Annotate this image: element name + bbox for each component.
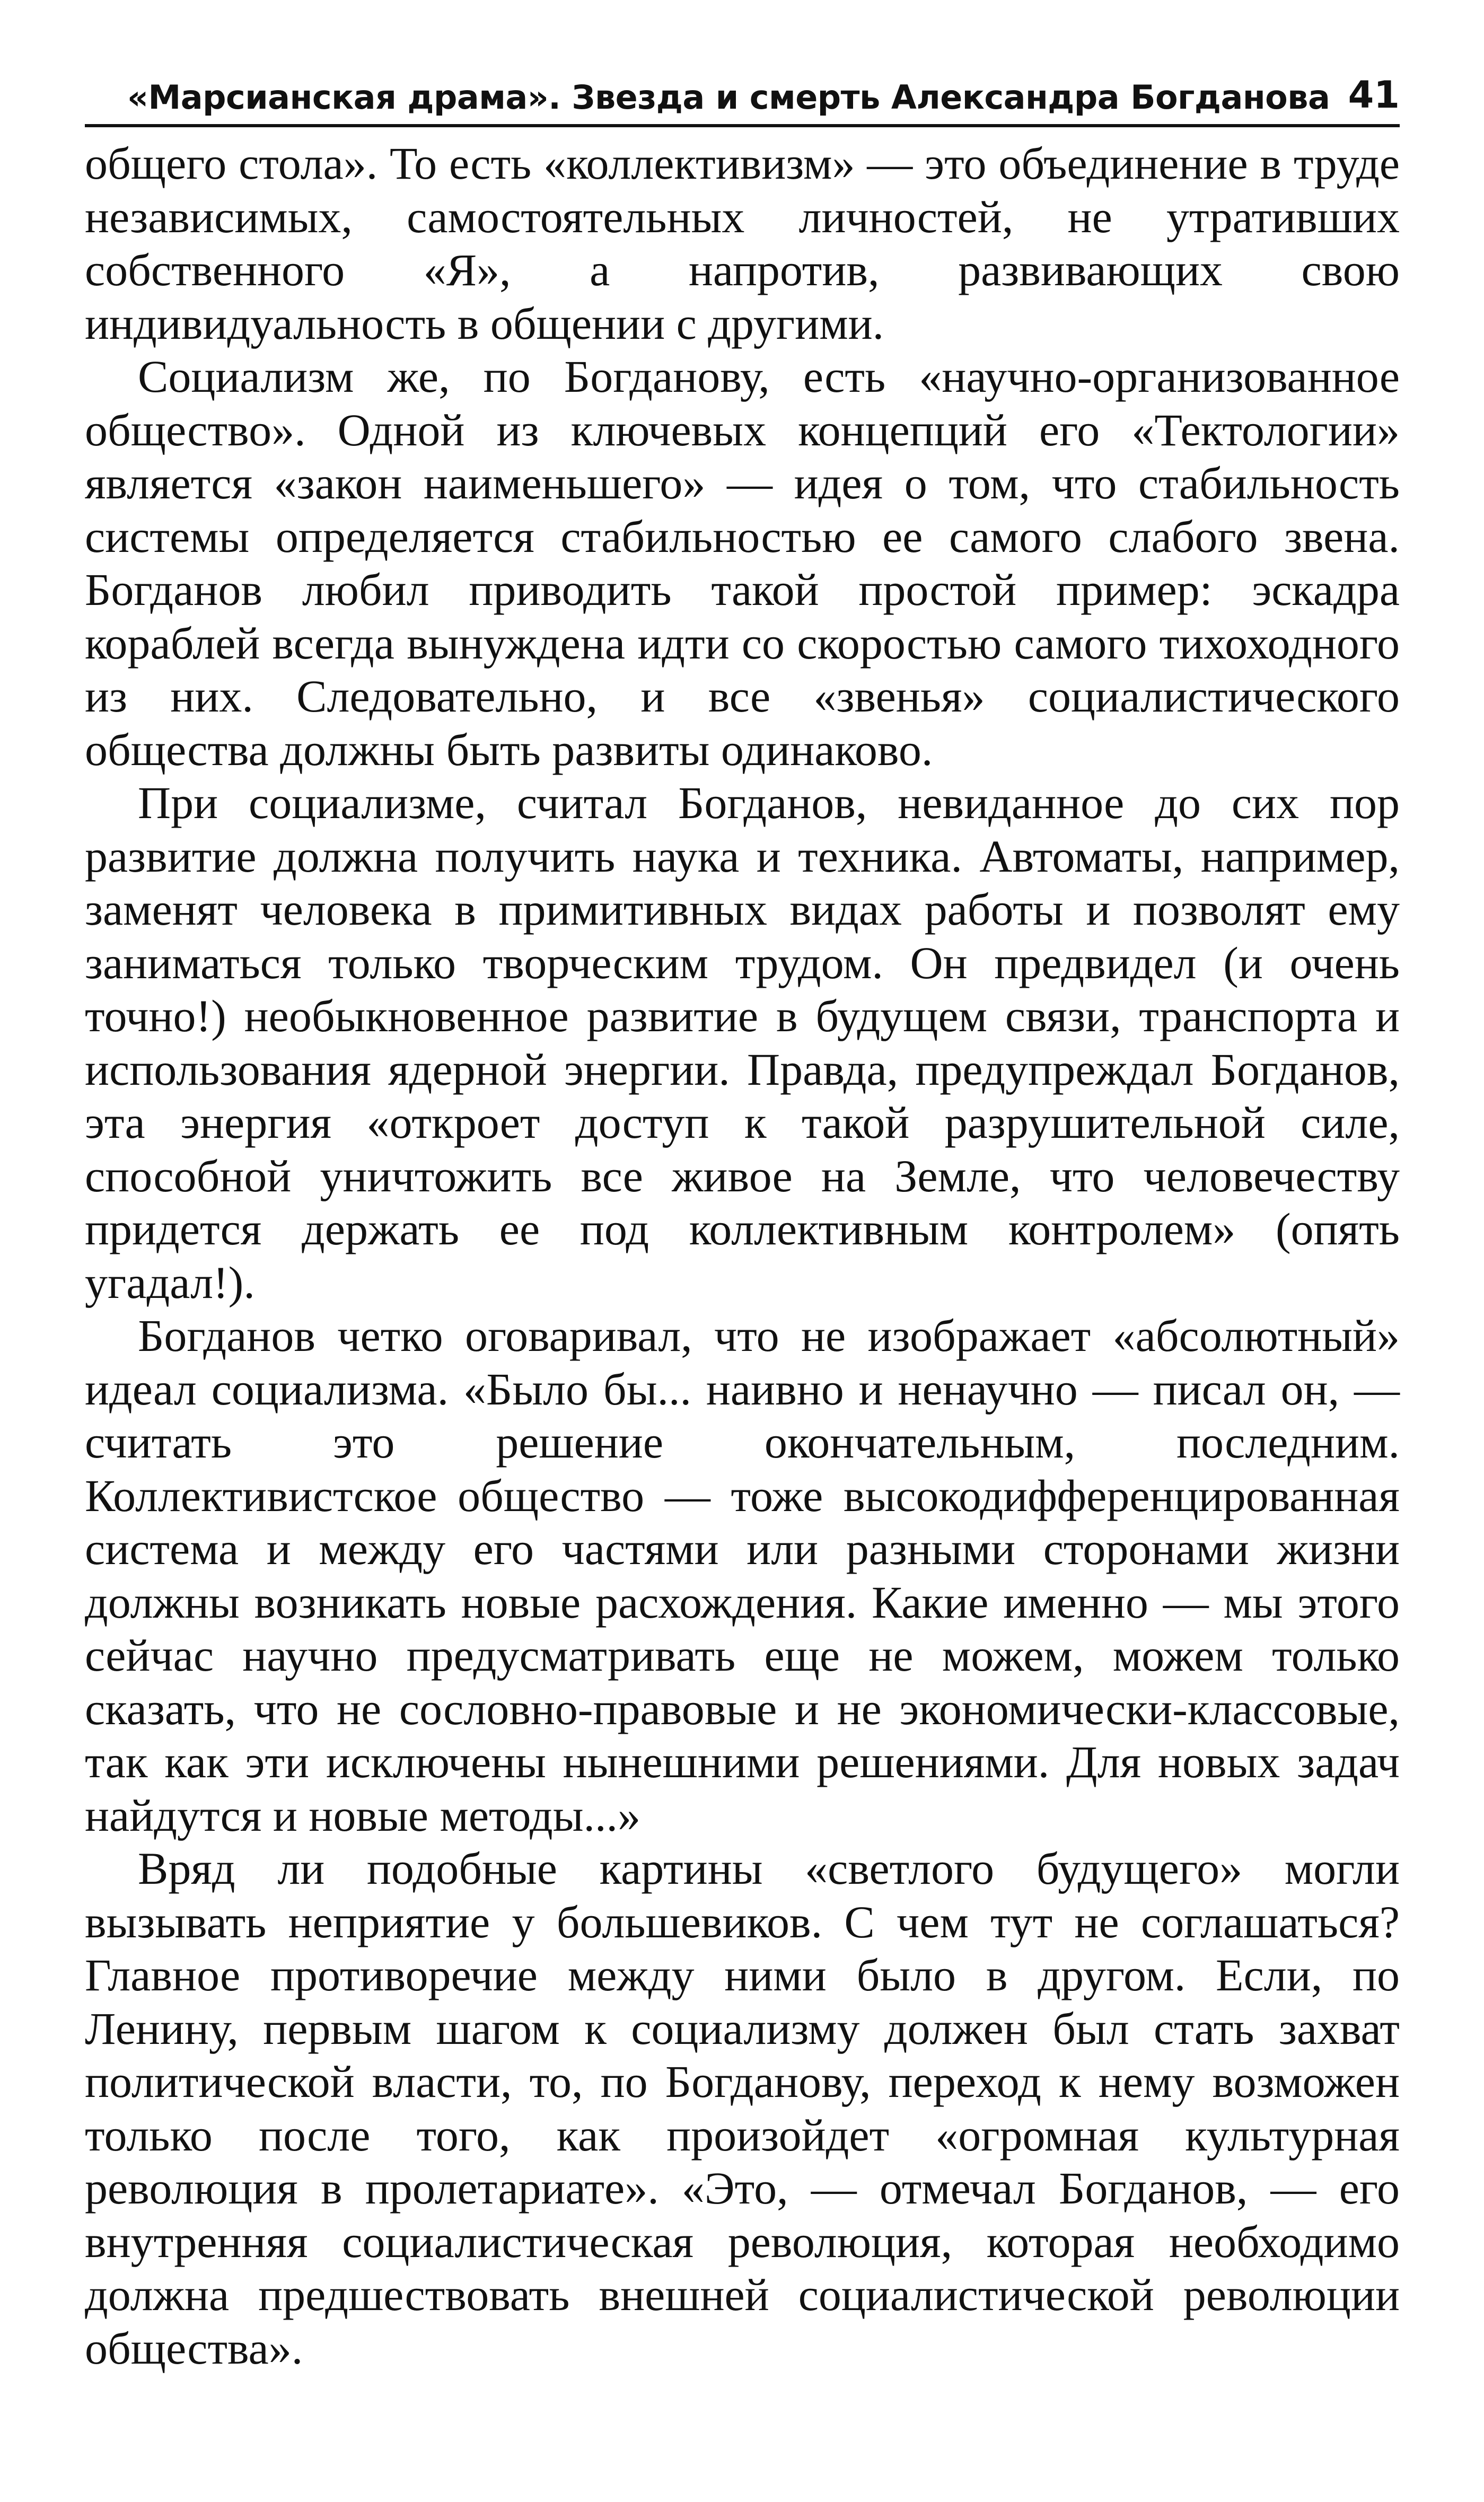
body-text — [85, 137, 1400, 2375]
paragraph-4: Богданов четко оговаривал, что не изображает «абсолютный» идеал социализма. «Было бы... наивно и ненаучно — писал он, — считать это решение окончательным, последним. Коллективистское общество — тоже высокодифференцированная система и между его частями или разными сторонами жизни должны возникать новые расхождения. Какие именно — мы этого сейчас научно предусматривать еще не можем, можем только сказать, что не сословно-правовые и не экономически-классовые, так как эти исключены нынешними решениями. Для новых задач найдутся и новые методы...» — [85, 1310, 1400, 1841]
paragraph-1: общего стола». То есть «коллективизм» — это объединение в труде независимых, самостоятельных личностей, не утративших собственного «Я», а напротив, развивающих свою индивидуальность в общении с другими. — [85, 138, 1400, 349]
paragraph-5: Вряд ли подобные картины «светлого будущего» могли вызывать неприятие у большевиков. С чем тут не соглашаться? Главное противоречие между ними было в другом. Если, по Ленину, первым шагом к социализму должен был стать захват политической власти, то, по Богданову, переход к нему возможен только после того, как произойдет «огромная культурная революция в пролетариате». «Это, — отмечал Богданов, — его внутренняя социалистическая революция, которая необходимо должна предшествовать внешней социалистической революции общества». — [85, 1843, 1400, 2374]
page-number: 41 — [1348, 73, 1400, 117]
running-header — [85, 64, 1400, 127]
running-title: «Марсианская драма». Звезда и смерть Александра Богданова — [127, 78, 1330, 117]
paragraph-2: Социализм же, по Богданову, есть «научно-организованное общество». Одной из ключевых концепций его «Тектологии» является «закон наименьшего» — идея о том, что стабильность системы определяется стабильностью ее самого слабого звена. Богданов любил приводить такой простой пример: эскадра кораблей всегда вынуждена идти со скоростью самого тихоходного из них. Следовательно, и все «звенья» социалистического общества должны быть развиты одинаково. — [85, 351, 1400, 775]
book-page — [85, 64, 1400, 2375]
paragraph-3: При социализме, считал Богданов, невиданное до сих пор развитие должна получить наука и техника. Автоматы, например, заменят человека в примитивных видах работы и позволят ему заниматься только творческим трудом. Он предвидел (и очень точно!) необыкновенное развитие в будущем связи, транспорта и использования ядерной энергии. Правда, предупреждал Богданов, эта энергия «откроет доступ к такой разрушительной силе, способной уничтожить все живое на Земле, что человечеству придется держать ее под коллективным контролем» (опять угадал!). — [85, 777, 1400, 1308]
